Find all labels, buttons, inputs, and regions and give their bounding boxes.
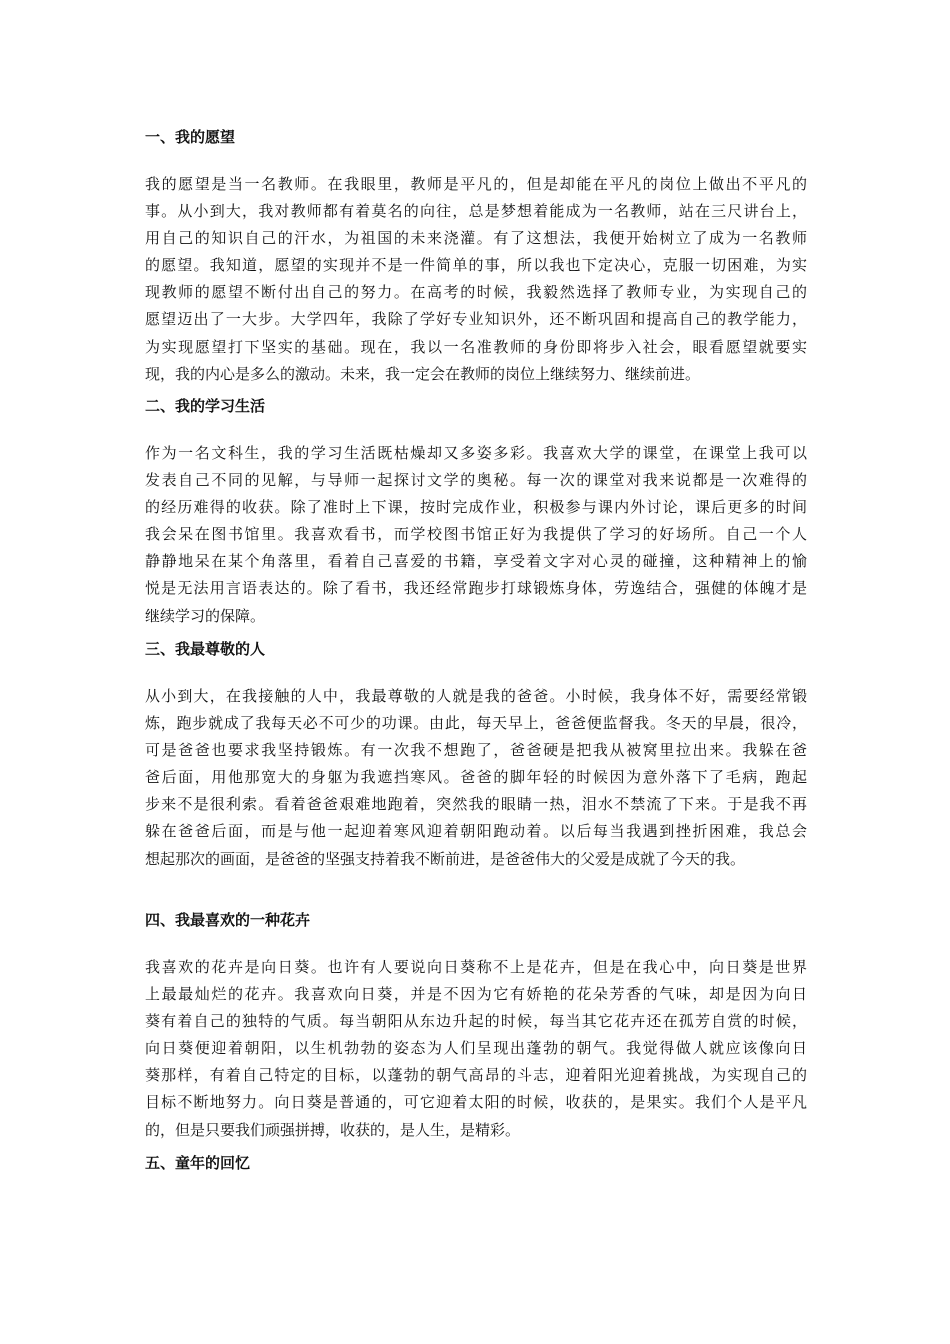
paragraph-line: 为实现愿望打下坚实的基础。现在，我以一名准教师的身份即将步入社会，眼看愿望就要实 <box>145 337 807 356</box>
section-heading-childhood-memory: 五、童年的回忆 <box>145 1154 251 1172</box>
paragraph-line: 可是爸爸也要求我坚持锻炼。有一次我不想跑了，爸爸硬是把我从被窝里拉出来。我躲在爸 <box>145 741 807 760</box>
paragraph-line: 的经历难得的收获。除了准时上下课，按时完成作业，积极参与课内外讨论，课后更多的时间 <box>145 498 807 517</box>
paragraph-line: 悦是无法用言语表达的。除了看书，我还经常跑步打球锻炼身体，劳逸结合，强健的体魄才是 <box>145 579 807 598</box>
paragraph-line: 炼，跑步就成了我每天必不可少的功课。由此，每天早上，爸爸便监督我。冬天的早晨，很冷， <box>145 714 807 733</box>
paragraph-line: 向日葵便迎着朝阳，以生机勃勃的姿态为人们呈现出蓬勃的朝气。我觉得做人就应该像向日 <box>145 1039 807 1058</box>
paragraph-line: 愿望迈出了一大步。大学四年，我除了学好专业知识外，还不断巩固和提高自己的教学能力， <box>145 310 807 329</box>
paragraph-line: 从小到大，在我接触的人中，我最尊敬的人就是我的爸爸。小时候，我身体不好，需要经常锻 <box>145 687 807 705</box>
paragraph-line: 躲在爸爸后面，而是与他一起迎着寒风迎着朝阳跑动着。以后每当我遇到挫折困难，我总会 <box>145 822 807 841</box>
paragraph-line: 葵那样，有着自己特定的目标，以蓬勃的朝气高昂的斗志，迎着阳光迎着挑战，为实现自己的 <box>145 1066 807 1085</box>
paragraph-line: 葵有着自己的独特的气质。每当朝阳从东边升起的时候，每当其它花卉还在孤芳自赏的时候， <box>145 1012 807 1031</box>
paragraph-line: 事。从小到大，我对教师都有着莫名的向往，总是梦想着能成为一名教师，站在三尺讲台上， <box>145 202 807 221</box>
paragraph-line: 我会呆在图书馆里。我喜欢看书，而学校图书馆正好为我提供了学习的好场所。自己一个人 <box>145 525 807 544</box>
paragraph-line: 发表自己不同的见解，与导师一起探讨文学的奥秘。每一次的课堂对我来说都是一次难得的 <box>145 471 807 490</box>
paragraph-line: 现教师的愿望不断付出自己的努力。在高考的时候，我毅然选择了教师专业，为实现自己的 <box>145 283 807 302</box>
section-paragraph-respected-person <box>145 683 807 873</box>
paragraph-line: 我的愿望是当一名教师。在我眼里，教师是平凡的，但是却能在平凡的岗位上做出不平凡的 <box>145 175 807 193</box>
paragraph-line: 的愿望。我知道，愿望的实现并不是一件简单的事，所以我也下定决心，克服一切困难，为实 <box>145 256 807 275</box>
paragraph-line: 步来不是很利索。看着爸爸艰难地跑着，突然我的眼睛一热，泪水不禁流了下来。于是我不再 <box>145 795 807 814</box>
section-heading-wish: 一、我的愿望 <box>145 128 236 146</box>
paragraph-line: 现，我的内心是多么的激动。未来，我一定会在教师的岗位上继续努力、继续前进。 <box>145 364 701 383</box>
section-heading-respected-person: 三、我最尊敬的人 <box>145 640 266 658</box>
paragraph-line: 目标不断地努力。向日葵是普通的，可它迎着太阳的时候，收获的，是果实。我们个人是平凡 <box>145 1093 807 1112</box>
section-paragraph-wish <box>145 171 807 388</box>
section-heading-study-life: 二、我的学习生活 <box>145 397 266 415</box>
paragraph-line: 静静地呆在某个角落里，看着自己喜爱的书籍，享受着文字对心灵的碰撞，这种精神上的愉 <box>145 552 807 571</box>
section-paragraph-study-life <box>145 440 807 630</box>
paragraph-line: 想起那次的画面，是爸爸的坚强支持着我不断前进，是爸爸伟大的父爱是成就了今天的我。 <box>145 849 746 868</box>
paragraph-line: 用自己的知识自己的汗水，为祖国的未来浇灌。有了这想法，我便开始树立了成为一名教师 <box>145 229 807 248</box>
paragraph-line: 上最最灿烂的花卉。我喜欢向日葵，并是不因为它有娇艳的花朵芳香的气味，却是因为向日 <box>145 985 807 1004</box>
paragraph-line: 作为一名文科生，我的学习生活既枯燥却又多姿多彩。我喜欢大学的课堂，在课堂上我可以 <box>145 444 807 462</box>
paragraph-line: 爸后面，用他那宽大的身躯为我遮挡寒风。爸爸的脚年轻的时候因为意外落下了毛病，跑起 <box>145 768 807 787</box>
paragraph-line: 我喜欢的花卉是向日葵。也许有人要说向日葵称不上是花卉，但是在我心中，向日葵是世界 <box>145 958 807 976</box>
section-heading-favorite-flower: 四、我最喜欢的一种花卉 <box>145 911 311 929</box>
paragraph-line: 的，但是只要我们顽强拼搏，收获的，是人生，是精彩。 <box>145 1120 521 1139</box>
paragraph-line: 继续学习的保障。 <box>145 606 266 625</box>
section-paragraph-favorite-flower <box>145 954 807 1144</box>
